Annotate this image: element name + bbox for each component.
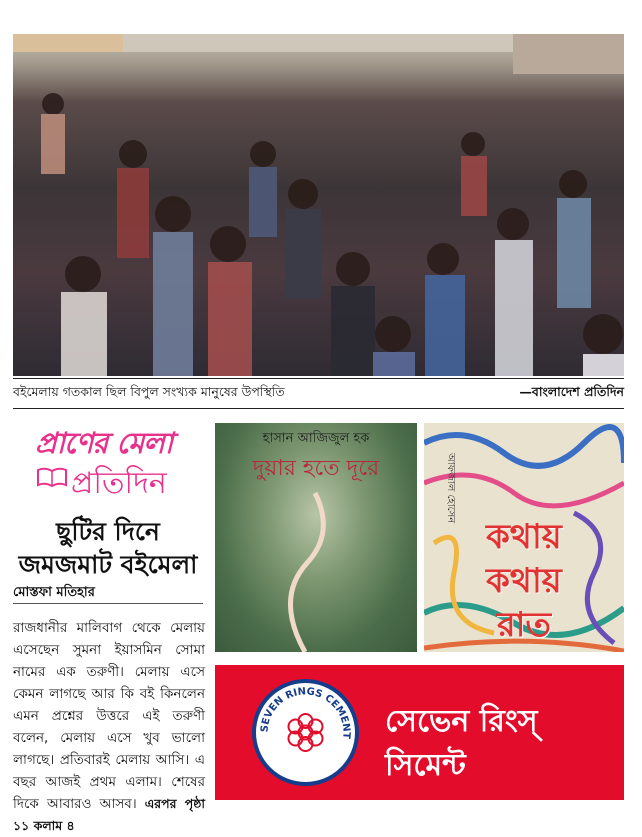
book2-title-line1: কথায় xyxy=(486,517,562,557)
article-headline: ছুটির দিনে জমজমাট বইমেলা xyxy=(18,517,198,579)
photo-caption-row xyxy=(13,383,624,405)
open-book-icon xyxy=(37,467,67,487)
photo-caption: বইমেলায় গতকাল ছিল বিপুল সংখ্যক মানুষের উপস্থিতি xyxy=(13,384,285,399)
svg-text:SEVEN RINGS CEMENT xyxy=(259,686,351,739)
book2-author: আফজাল হোসেন xyxy=(445,453,456,524)
caption-top-rule xyxy=(13,378,624,379)
praner-mela-logo xyxy=(13,421,203,507)
book-cover-duyar-hote-dure xyxy=(215,423,417,652)
seven-rings-cement-ad xyxy=(215,665,624,800)
crowd-illustration xyxy=(13,34,624,376)
article-body-block xyxy=(13,617,205,837)
photo-credit: —বাংলাদেশ প্রতিদিন xyxy=(519,384,624,399)
book2-title xyxy=(424,515,624,647)
article-body: রাজধানীর মালিবাগ থেকে মেলায় এসেছেন সুমনা ইয়াসমিন সোমা নামের এক তরুণী। মেলায় এসে কেমন লাগছে আর কি বই কিনলেন এমন প্রশ্নের উত্তরে এই তরুণী বলেন, মেলায় এসে খুব ভালো লাগছে। প্রতিবারই মেলায় আসি। এ বছর আজই প্রথম এলাম। শেষের দিকে আবারও আসব। xyxy=(13,620,205,812)
book2-title-line3: রাত xyxy=(496,605,552,645)
book-cover-kothay-kothay-raat xyxy=(424,423,624,652)
book1-author: হাসান আজিজুল হক xyxy=(262,431,370,446)
logo-bottom-text: প্রতিদিন xyxy=(71,466,167,501)
book1-title: দুয়ার হতে দূরে xyxy=(252,456,380,481)
ad-line2: সিমেন্ট xyxy=(385,748,466,783)
badge-text: SEVEN RINGS CEMENT xyxy=(259,686,352,740)
book-fair-crowd-photo xyxy=(13,34,624,376)
seven-rings-badge xyxy=(252,679,359,786)
ad-line1: সেভেন রিংস্ xyxy=(385,704,538,739)
book2-title-line2: কথায় xyxy=(486,561,562,601)
logo-top-text: প্রাণের মেলা xyxy=(35,426,173,460)
caption-bottom-rule xyxy=(13,408,624,409)
author-rule xyxy=(13,603,203,604)
seven-rings-icon xyxy=(256,683,355,782)
article-jump: এরপর পৃষ্ঠা ১১ কলাম ৪ xyxy=(13,796,205,833)
article-author: মোস্তফা মতিহার xyxy=(13,585,95,600)
